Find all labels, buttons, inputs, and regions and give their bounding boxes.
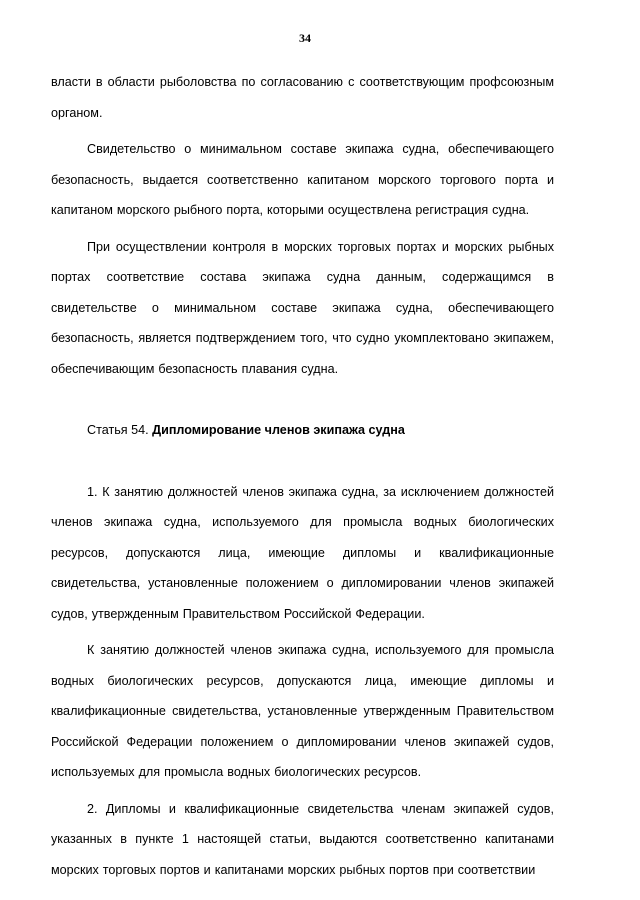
article-label: Статья 54. <box>87 423 149 437</box>
page-number: 34 <box>299 31 311 45</box>
paragraph-continuation: власти в области рыболовства по согласованию с соответствующим профсоюзным органом. <box>51 75 554 120</box>
article-title: Дипломирование членов экипажа судна <box>152 423 405 437</box>
article-heading <box>51 415 554 446</box>
paragraph-item-2: 2. Дипломы и квалификационные свидетельства членам экипажей судов, указанных в пункте 1 настоящей статьи, выдаются соответственно капитанами морских торговых портов и капитанами морских рыбных портов при соответствии <box>51 801 554 877</box>
paragraph-certificate-issuance: Свидетельство о минимальном составе экипажа судна, обеспечивающего безопасность, выдается соответственно капитаном морского торгового порта и капитаном морского рыбного порта, которыми осуществлена регистрация судна. <box>51 142 554 217</box>
paragraph-item-1: 1. К занятию должностей членов экипажа судна, за исключением должностей членов экипажа судна, используемого для промысла водных биологических ресурсов, допускаются лица, имеющие дипломы и квалификационные свидетельства, установленные положением о дипломировании членов экипажей судов, утвержденным Правительством Российской Федерации. <box>51 484 554 621</box>
paragraph-port-control: При осуществлении контроля в морских торговых портах и морских рыбных портах соответствие состава экипажа судна данным, содержащимся в свидетельстве о минимальном составе экипажа судна, обеспечивающего безопасность, является подтверждением того, что судно укомплектовано экипажем, обеспечивающим безопасность плавания судна. <box>51 239 554 376</box>
paragraph-fishing-vessels: К занятию должностей членов экипажа судна, используемого для промысла водных биологических ресурсов, допускаются лица, имеющие дипломы и квалификационные свидетельства, установленные утвержденным Правительством Российской Федерации положением о дипломировании членов экипажей судов, используемых для промысла водных биологических ресурсов. <box>51 643 554 779</box>
